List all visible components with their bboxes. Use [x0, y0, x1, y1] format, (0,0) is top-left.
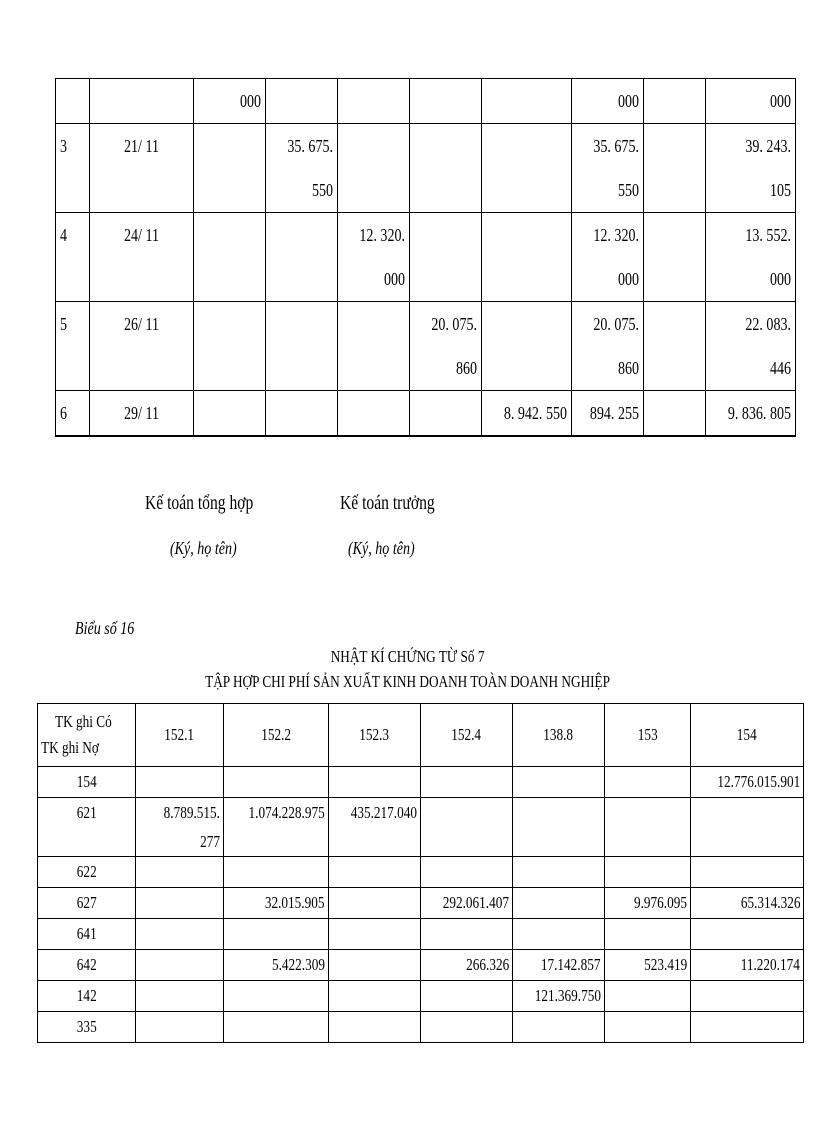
debit-account-cell: 335: [38, 1012, 136, 1043]
table-cell: [482, 302, 572, 391]
amount-cell: [420, 798, 512, 857]
amount-cell: [604, 857, 690, 888]
amount-cell: [690, 981, 803, 1012]
table-cell: 39. 243. 105: [706, 124, 796, 213]
table-cell: [644, 213, 706, 302]
table-cell: 8. 942. 550: [482, 391, 572, 437]
amount-cell: 17.142.857: [512, 950, 604, 981]
amount-cell: [512, 888, 604, 919]
table-row: [38, 857, 804, 888]
amount-cell: [136, 981, 224, 1012]
amount-cell: [512, 767, 604, 798]
amount-cell: [136, 888, 224, 919]
amount-cell: [604, 919, 690, 950]
amount-cell: 8.789.515. 277: [136, 798, 224, 857]
amount-cell: [328, 767, 420, 798]
amount-cell: [224, 1012, 329, 1043]
table-row: [56, 213, 796, 302]
table-row: [38, 1012, 804, 1043]
amount-cell: [136, 1012, 224, 1043]
table-row: [38, 981, 804, 1012]
amount-cell: 11.220.174: [690, 950, 803, 981]
form-number-label: Biểu số 16: [75, 618, 135, 638]
table-cell: 000: [572, 79, 644, 124]
table-cell: [644, 124, 706, 213]
table-cell: [482, 213, 572, 302]
amount-cell: [512, 919, 604, 950]
table-cell: [410, 391, 482, 437]
amount-cell: [224, 981, 329, 1012]
amount-cell: [224, 767, 329, 798]
amount-cell: [420, 857, 512, 888]
amount-cell: [604, 981, 690, 1012]
table-cell: 22. 083. 446: [706, 302, 796, 391]
debit-account-cell: 142: [38, 981, 136, 1012]
table-cell: 20. 075. 860: [410, 302, 482, 391]
signature-title-general-accountant: Kế toán tổng hợp: [145, 492, 254, 514]
table-row: [38, 798, 804, 857]
column-header: 152.3: [328, 704, 420, 767]
column-header: 154: [690, 704, 803, 767]
table-cell: [266, 391, 338, 437]
table-cell: 894. 255: [572, 391, 644, 437]
table-cell: [644, 79, 706, 124]
amount-cell: 121.369.750: [512, 981, 604, 1012]
table-cell: 3: [56, 124, 90, 213]
table-cell: 000: [194, 79, 266, 124]
amount-cell: [690, 919, 803, 950]
table-cell: 20. 075. 860: [572, 302, 644, 391]
table-cell: [482, 124, 572, 213]
debit-account-cell: 642: [38, 950, 136, 981]
amount-cell: [420, 1012, 512, 1043]
amount-cell: [328, 981, 420, 1012]
table-cell: [338, 79, 410, 124]
corner-header-cell: TK ghi Có TK ghi Nợ: [38, 704, 136, 767]
amount-cell: [690, 798, 803, 857]
table-cell: [266, 213, 338, 302]
amount-cell: [604, 767, 690, 798]
amount-cell: [690, 1012, 803, 1043]
amount-cell: 292.061.407: [420, 888, 512, 919]
amount-cell: [136, 950, 224, 981]
table-cell: 5: [56, 302, 90, 391]
amount-cell: 12.776.015.901: [690, 767, 803, 798]
table-cell: [56, 79, 90, 124]
table-row: [56, 79, 796, 124]
table-cell: 13. 552. 000: [706, 213, 796, 302]
amount-cell: 9.976.095: [604, 888, 690, 919]
table-cell: [194, 391, 266, 437]
table-cell: [194, 213, 266, 302]
table-cell: [90, 79, 194, 124]
table-cell: [194, 302, 266, 391]
journal-title: NHẬT KÍ CHỨNG TỪ Số 7: [331, 647, 485, 666]
signature-title-chief-accountant: Kế toán trưởng: [340, 492, 435, 514]
table-cell: [644, 302, 706, 391]
table-cell: 000: [706, 79, 796, 124]
table-cell: [338, 124, 410, 213]
table-cell: 12. 320. 000: [572, 213, 644, 302]
amount-cell: 32.015.905: [224, 888, 329, 919]
table-cell: 29/ 11: [90, 391, 194, 437]
ledger-table-continuation: [55, 78, 796, 437]
journal-subtitle: TẬP HỢP CHI PHÍ SẢN XUẤT KINH DOANH TOÀN DOANH NGHIỆP: [205, 672, 611, 691]
debit-account-cell: 154: [38, 767, 136, 798]
amount-cell: [420, 981, 512, 1012]
table-cell: [338, 302, 410, 391]
amount-cell: [136, 919, 224, 950]
journal-voucher-table: [37, 703, 804, 1043]
amount-cell: [136, 857, 224, 888]
table-row: [56, 302, 796, 391]
amount-cell: 523.419: [604, 950, 690, 981]
table-cell: 12. 320. 000: [338, 213, 410, 302]
amount-cell: 266.326: [420, 950, 512, 981]
debit-account-cell: 622: [38, 857, 136, 888]
table-cell: 4: [56, 213, 90, 302]
table-row: [56, 391, 796, 437]
amount-cell: [328, 950, 420, 981]
amount-cell: [328, 1012, 420, 1043]
table-cell: [410, 213, 482, 302]
column-header: 152.1: [136, 704, 224, 767]
table-row: [38, 767, 804, 798]
debit-account-cell: 641: [38, 919, 136, 950]
signature-hint-general-accountant: (Ký, họ tên): [170, 538, 237, 558]
amount-cell: [512, 857, 604, 888]
debit-account-cell: 621: [38, 798, 136, 857]
table-cell: 35. 675. 550: [572, 124, 644, 213]
table-row: [38, 919, 804, 950]
table-cell: 35. 675. 550: [266, 124, 338, 213]
amount-cell: 435.217.040: [328, 798, 420, 857]
table-cell: 24/ 11: [90, 213, 194, 302]
table-cell: 26/ 11: [90, 302, 194, 391]
amount-cell: [690, 857, 803, 888]
column-header: 138.8: [512, 704, 604, 767]
debit-account-cell: 627: [38, 888, 136, 919]
table-cell: [338, 391, 410, 437]
signature-hint-chief-accountant: (Ký, họ tên): [348, 538, 415, 558]
table-cell: 21/ 11: [90, 124, 194, 213]
table-cell: [194, 124, 266, 213]
amount-cell: [420, 919, 512, 950]
amount-cell: [328, 857, 420, 888]
amount-cell: [328, 888, 420, 919]
table-cell: [482, 79, 572, 124]
amount-cell: 1.074.228.975: [224, 798, 329, 857]
table-cell: 9. 836. 805: [706, 391, 796, 437]
amount-cell: [136, 767, 224, 798]
amount-cell: [604, 1012, 690, 1043]
amount-cell: 5.422.309: [224, 950, 329, 981]
table-cell: [644, 391, 706, 437]
table-cell: [410, 79, 482, 124]
table-row: [38, 888, 804, 919]
table-cell: 6: [56, 391, 90, 437]
column-header: 152.4: [420, 704, 512, 767]
amount-cell: [224, 919, 329, 950]
amount-cell: [604, 798, 690, 857]
amount-cell: [512, 1012, 604, 1043]
table-cell: [266, 302, 338, 391]
column-header: 153: [604, 704, 690, 767]
table-cell: [410, 124, 482, 213]
table-header-row: [38, 704, 804, 767]
table-cell: [266, 79, 338, 124]
amount-cell: [512, 798, 604, 857]
column-header: 152.2: [224, 704, 329, 767]
amount-cell: [328, 919, 420, 950]
amount-cell: 65.314.326: [690, 888, 803, 919]
amount-cell: [420, 767, 512, 798]
table-row: [56, 124, 796, 213]
table-row: [38, 950, 804, 981]
amount-cell: [224, 857, 329, 888]
